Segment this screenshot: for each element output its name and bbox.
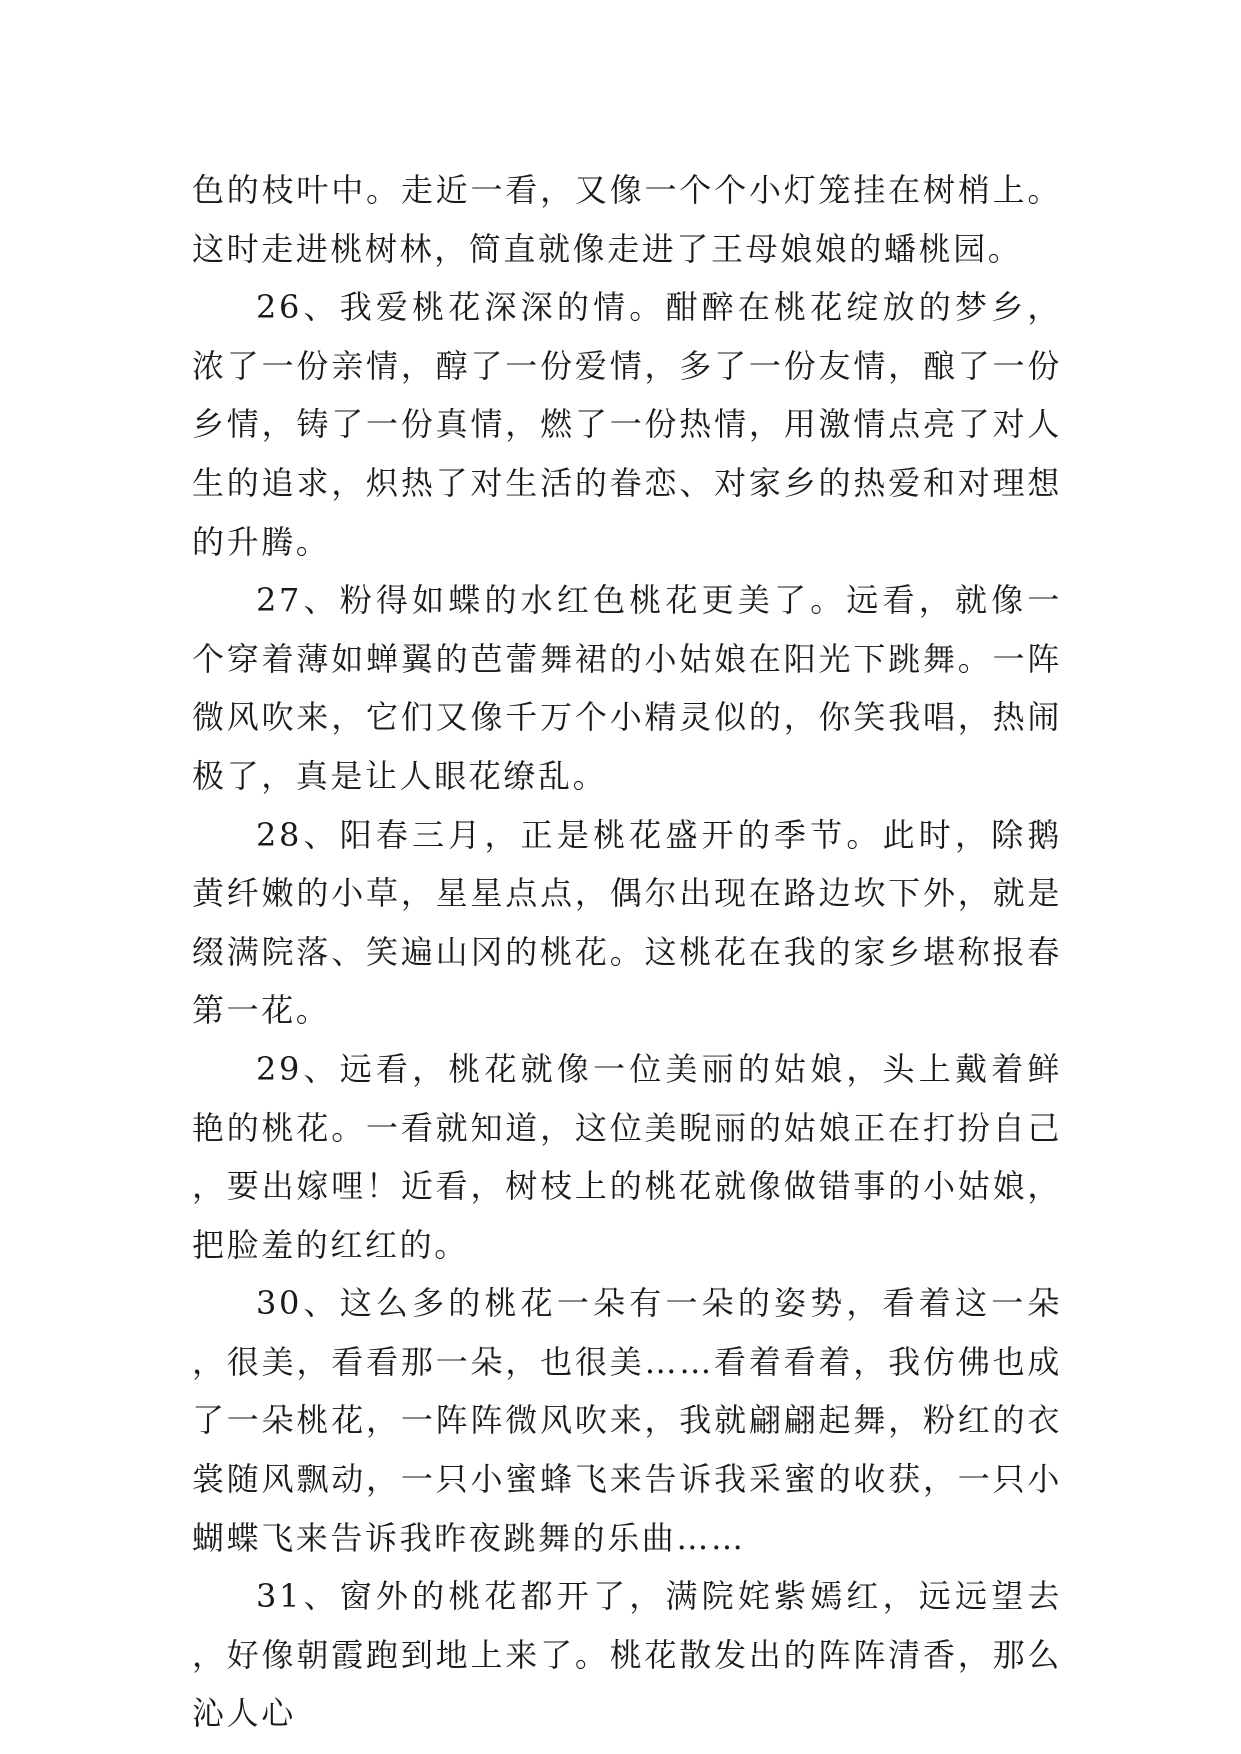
paragraph-27: 27、粉得如蝶的水红色桃花更美了。远看，就像一个穿着薄如蝉翼的芭蕾舞裙的小姑娘在阳光下跳舞。一阵微风吹来，它们又像千万个小精灵似的，你笑我唱，热闹极了，真是让人眼花缭乱。	[192, 581, 1062, 795]
body-text	[192, 161, 1062, 1743]
paragraph-29: 29、远看，桃花就像一位美丽的姑娘，头上戴着鲜艳的桃花。一看就知道，这位美睨丽的姑娘正在打扮自己，要出嫁哩！近看，树枝上的桃花就像做错事的小姑娘，把脸羞的红红的。	[192, 1049, 1062, 1264]
paragraph-30: 30、这么多的桃花一朵有一朵的姿势，看着这一朵，很美，看看那一朵，也很美……看着看着，我仿佛也成了一朵桃花，一阵阵微风吹来，我就翩翩起舞，粉红的衣裳随风飘动，一只小蜜蜂飞来告诉我采蜜的收获，一只小蝴蝶飞来告诉我昨夜跳舞的乐曲……	[192, 1284, 1062, 1557]
paragraph-31: 31、窗外的桃花都开了，满院姹紫嫣红，远远望去，好像朝霞跑到地上来了。桃花散发出的阵阵清香，那么沁人心	[192, 1577, 1062, 1733]
paragraph-continuation: 色的枝叶中。走近一看，又像一个个小灯笼挂在树梢上。这时走进桃树林，简直就像走进了王母娘娘的蟠桃园。	[192, 171, 1062, 268]
paragraph-28: 28、阳春三月，正是桃花盛开的季节。此时，除鹅黄纤嫩的小草，星星点点，偶尔出现在路边坎下外，就是缀满院落、笑遍山冈的桃花。这桃花在我的家乡堪称报春第一花。	[192, 815, 1062, 1030]
paragraph-26: 26、我爱桃花深深的情。酣醉在桃花绽放的梦乡，浓了一份亲情，醇了一份爱情，多了一份友情，酿了一份乡情，铸了一份真情，燃了一份热情，用激情点亮了对人生的追求，炽热了对生活的眷恋、对家乡的热爱和对理想的升腾。	[192, 288, 1062, 561]
